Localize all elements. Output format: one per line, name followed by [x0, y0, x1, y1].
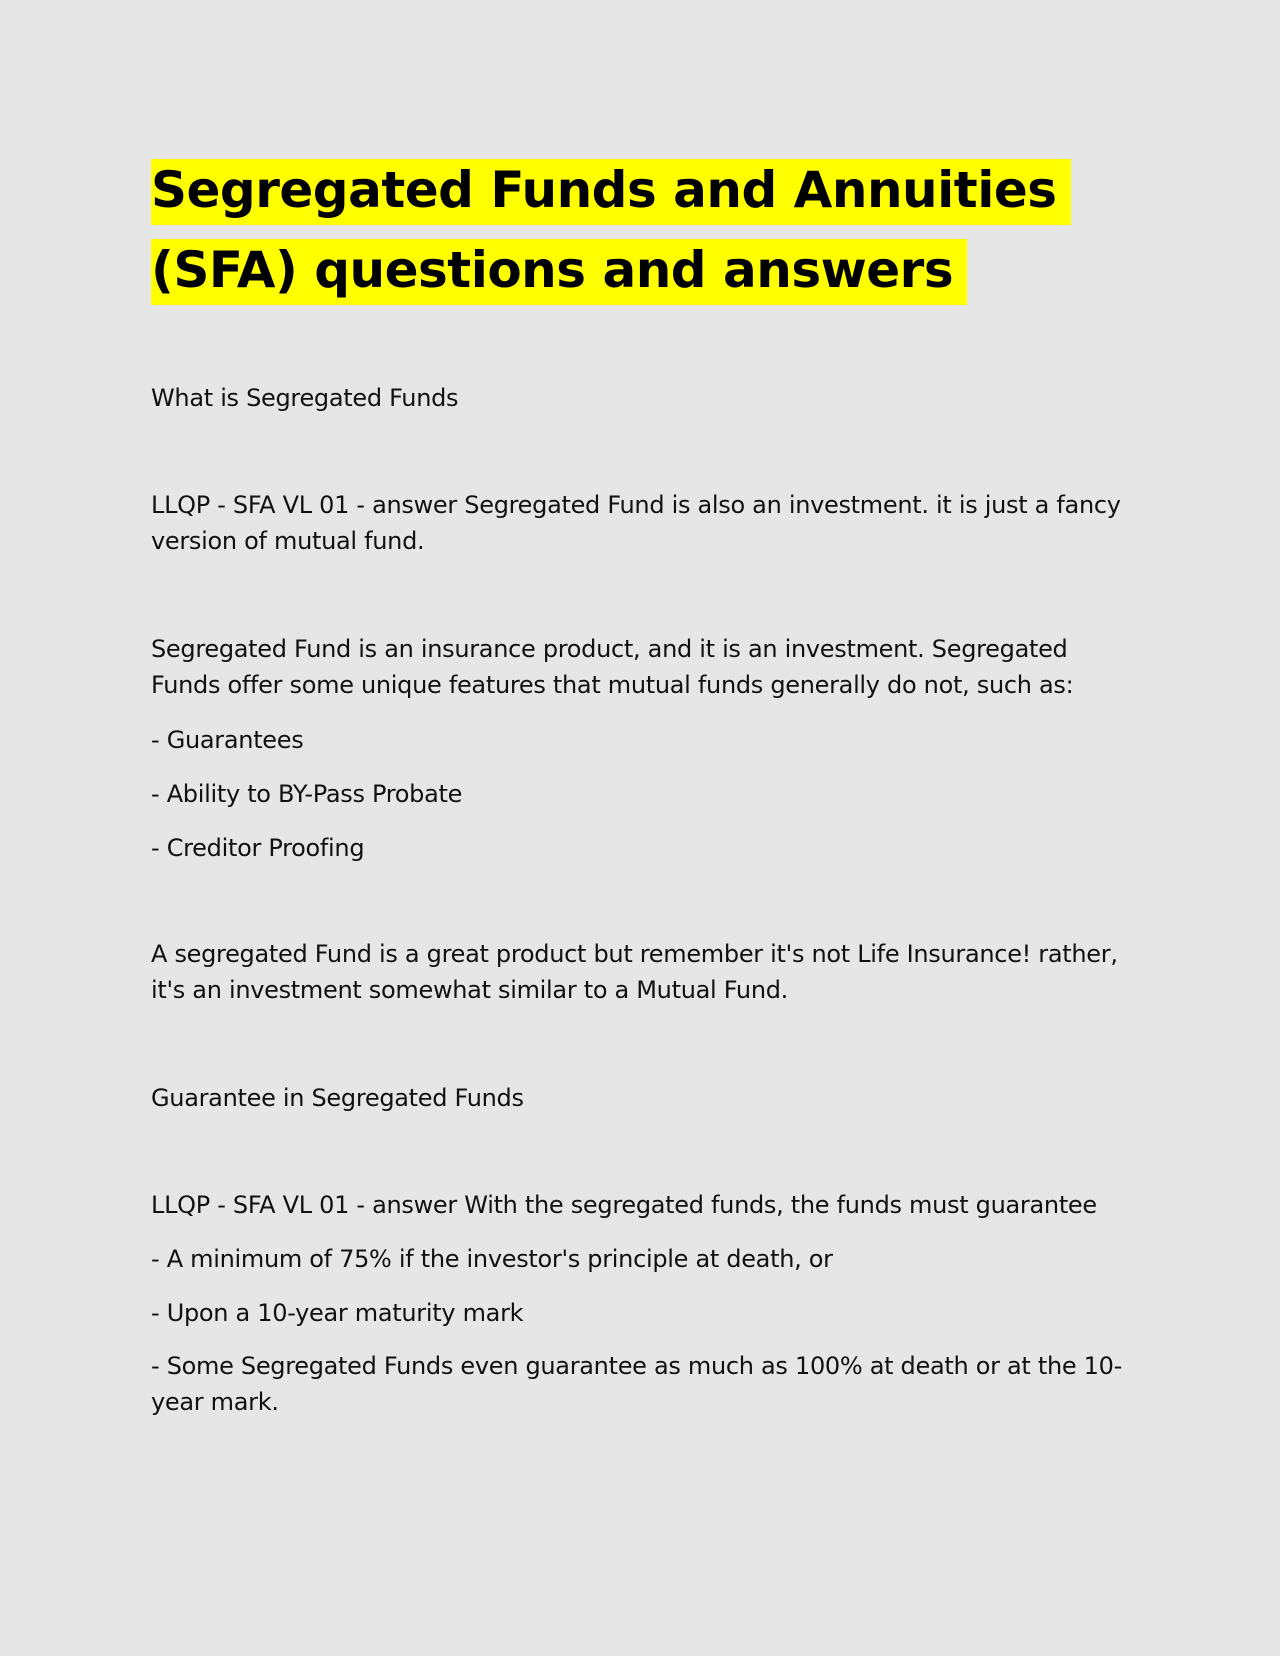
list-item: - Ability to BY-Pass Probate — [151, 780, 463, 808]
question-heading: What is Segregated Funds — [151, 384, 459, 412]
list-item: - Creditor Proofing — [151, 834, 365, 862]
list-item: - A minimum of 75% if the investor's principle at death, or — [151, 1245, 833, 1273]
body-paragraph: A segregated Fund is a great product but remember it's not Life Insurance! rather, it's an investment somewhat similar to a Mutual Fund. — [151, 940, 1118, 1004]
title-highlight: Segregated Funds and Annuities (SFA) questions and answers — [151, 159, 1071, 305]
answer-paragraph: LLQP - SFA VL 01 - answer Segregated Fund is also an investment. it is just a fancy version of mutual fund. — [151, 491, 1121, 555]
document-title — [151, 150, 1131, 310]
question-heading: Guarantee in Segregated Funds — [151, 1084, 524, 1112]
list-item: - Upon a 10-year maturity mark — [151, 1299, 524, 1327]
list-item: - Guarantees — [151, 726, 304, 754]
list-item: - Some Segregated Funds even guarantee as much as 100% at death or at the 10-year mark. — [151, 1352, 1122, 1416]
body-paragraph: Segregated Fund is an insurance product, and it is an investment. Segregated Funds offer some unique features that mutual funds generally do not, such as: — [151, 635, 1074, 699]
answer-paragraph: LLQP - SFA VL 01 - answer With the segregated funds, the funds must guarantee — [151, 1191, 1097, 1219]
